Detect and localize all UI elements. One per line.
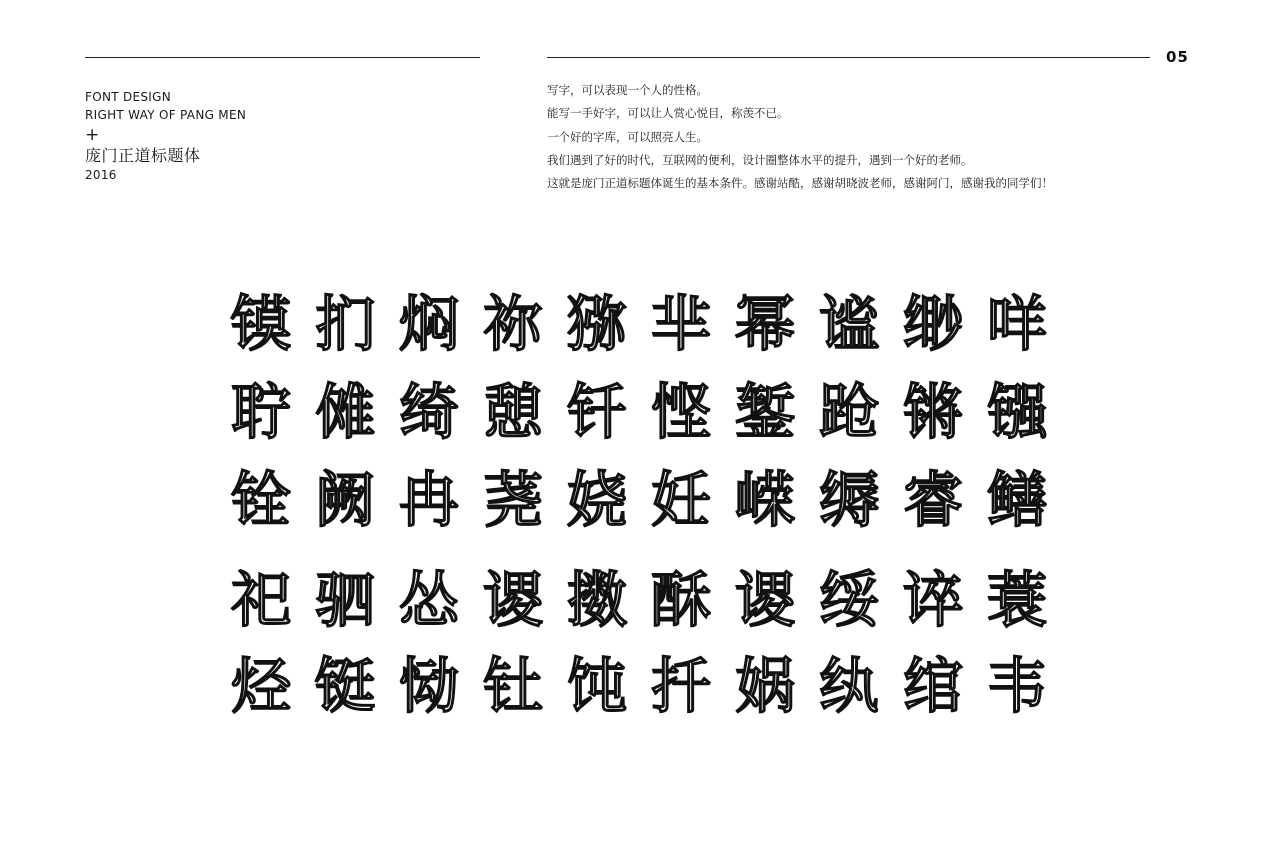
top-rule-right	[547, 57, 1150, 58]
glyph-row	[228, 568, 1058, 634]
glyph: 鳝	[987, 466, 1047, 536]
intro-paragraph	[547, 79, 1053, 195]
top-rule-left	[85, 57, 480, 58]
glyph: 铤	[315, 652, 375, 722]
glyph: 芈	[651, 290, 711, 360]
glyph: 锵	[903, 378, 963, 448]
glyph: 韦	[987, 652, 1047, 722]
glyph: 缛	[819, 466, 879, 536]
glyph: 阙	[315, 466, 375, 536]
glyph: 缈	[903, 290, 963, 360]
glyph: 钎	[567, 378, 627, 448]
glyph: 镪	[987, 378, 1047, 448]
glyph: 猕	[567, 290, 627, 360]
glyph: 恸	[399, 652, 459, 722]
glyph: 绮	[399, 378, 459, 448]
glyph: 蓑	[987, 566, 1047, 636]
intro-line: 能写一手好字，可以让人赏心悦目，称羡不已。	[547, 106, 789, 121]
glyph: 冉	[399, 466, 459, 536]
glyph: 聍	[231, 378, 291, 448]
glyph: 谧	[819, 290, 879, 360]
glyph: 祢	[483, 290, 543, 360]
glyph: 铨	[231, 466, 291, 536]
glyph: 睿	[903, 466, 963, 536]
glyph: 镆	[231, 290, 291, 360]
glyph-row	[228, 654, 1058, 720]
glyph-row	[228, 468, 1058, 534]
glyph: 绥	[819, 566, 879, 636]
plus-mark: +	[85, 125, 100, 145]
glyph: 扪	[315, 290, 375, 360]
glyph: 憩	[483, 378, 543, 448]
glyph: 绾	[903, 652, 963, 722]
subtitle-right-way: RIGHT WAY OF PANG MEN	[85, 108, 247, 122]
glyph: 谡	[735, 566, 795, 636]
glyph: 錾	[735, 378, 795, 448]
glyph-row	[228, 292, 1058, 358]
glyph: 饨	[567, 652, 627, 722]
intro-line: 这就是庞门正道标题体诞生的基本条件。感谢站酷，感谢胡晓波老师，感谢阿门，感谢我的同学们！	[547, 176, 1053, 191]
glyph: 烃	[231, 652, 291, 722]
glyph: 嵘	[735, 466, 795, 536]
glyph: 钍	[483, 652, 543, 722]
glyph: 跄	[819, 378, 879, 448]
glyph: 咩	[987, 290, 1047, 360]
intro-line: 一个好的字库，可以照亮人生。	[547, 129, 708, 144]
glyph: 谇	[903, 566, 963, 636]
glyph: 擞	[567, 566, 627, 636]
glyph: 娆	[567, 466, 627, 536]
glyph: 怂	[399, 566, 459, 636]
glyph: 娲	[735, 652, 795, 722]
glyph: 悭	[651, 378, 711, 448]
glyph: 焖	[399, 290, 459, 360]
page-number: 05	[1166, 48, 1189, 66]
glyph: 傩	[315, 378, 375, 448]
page-title: 庞门正道标题体	[85, 146, 201, 165]
intro-line: 我们遇到了好的时代，互联网的便利，设计圈整体水平的提升，遇到一个好的老师。	[547, 152, 973, 167]
glyph: 妊	[651, 466, 711, 536]
glyph: 祀	[231, 566, 291, 636]
year-label: 2016	[85, 168, 117, 182]
glyph: 谡	[483, 566, 543, 636]
glyph: 扦	[651, 652, 711, 722]
glyph: 荛	[483, 466, 543, 536]
glyph: 幂	[735, 290, 795, 360]
intro-line: 写字，可以表现一个人的性格。	[547, 83, 708, 97]
glyph-row	[228, 380, 1058, 446]
glyph: 酥	[651, 566, 711, 636]
subtitle-font-design: FONT DESIGN	[85, 90, 172, 104]
title-block	[85, 88, 246, 183]
glyph: 纨	[819, 652, 879, 722]
glyph: 驷	[315, 566, 375, 636]
